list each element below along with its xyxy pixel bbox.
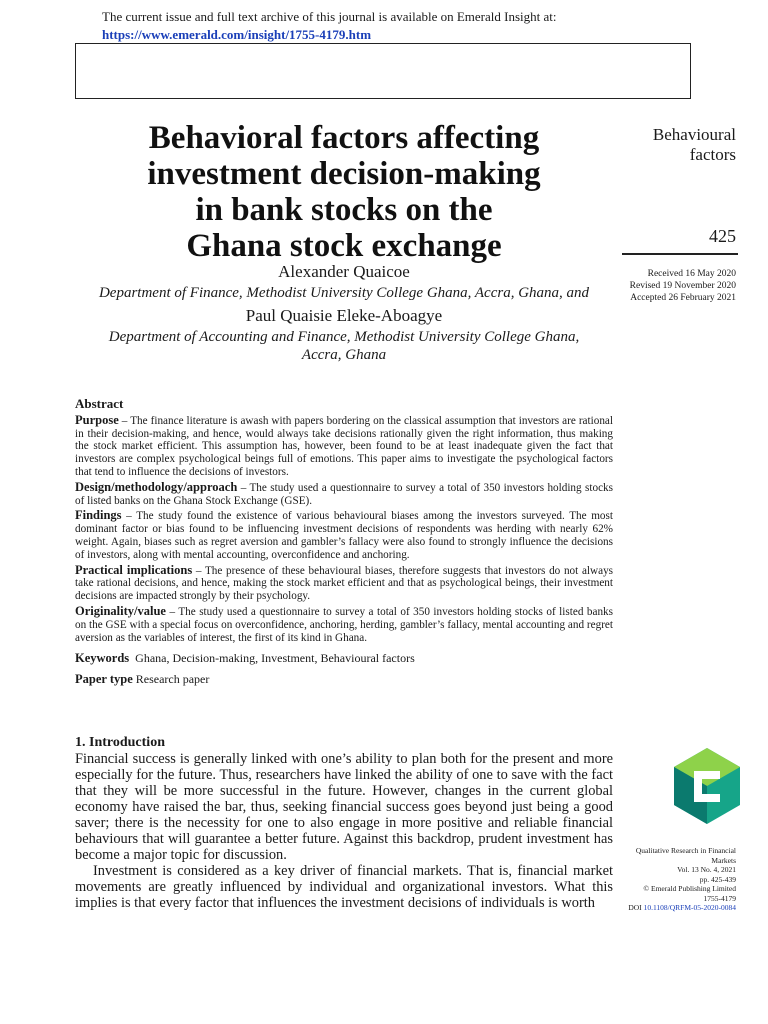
journal-pages: pp. 425-439	[699, 874, 736, 884]
author-name: Paul Quaisie Eleke-Aboagye	[245, 306, 443, 325]
abstract-design: Design/methodology/approach – The study used a questionnaire to survey a total of 350 investors holding stocks of listed banks on the Ghana Stock Exchange (GSE).	[75, 479, 613, 507]
title-line: Behavioral factors affecting	[148, 120, 540, 156]
revised-date: Revised 19 November 2020	[629, 281, 736, 291]
paper-type: Paper type Research paper	[75, 672, 210, 687]
abstract	[75, 398, 613, 688]
journal-info	[606, 846, 736, 913]
journal-name: Markets	[711, 855, 736, 865]
intro-paragraph: Financial success is generally linked with one’s ability to plan both for the present and more especially for the future. Thus, researchers have linked the ability of one to save with the fact that they will be more successful in the future. However, changes in the current global economy have raised the bar, thus, seeking financial success goes beyond just being a good saver; there is the necessity for one to also engage in more positive and reliable financial behaviours that will guarantee a better future. Against this backdrop, prudent investment has become a major topic for discussion.	[75, 751, 613, 863]
journal-url-link[interactable]: https://www.emerald.com/insight/1755-4179.htm	[102, 27, 372, 42]
intro-paragraph: Investment is considered as a key driver of financial markets. That is, financial market movements are greatly influenced by individual and organizational investors. What this implies is that every factor that influences the investment decisions of individuals is worth	[75, 863, 613, 911]
received-date: Received 16 May 2020	[647, 269, 736, 279]
accepted-date: Accepted 26 February 2021	[630, 293, 736, 303]
author-affiliation: Department of Accounting and Finance, Methodist University College Ghana, Accra, Ghana	[108, 329, 580, 363]
abstract-practical: Practical implications – The presence of these behavioural biases, therefore suggests that investors do not always take rational decisions, and hence, making the stock market efficient and that as psychological beings, their investment decisions are impacted strongly by their psychology.	[75, 562, 614, 603]
introduction	[75, 735, 613, 911]
keywords: Keywords Ghana, Decision-making, Investment, Behavioural factors	[75, 651, 415, 666]
running-head: Behavioural factors	[652, 125, 736, 164]
notice-text: The current issue and full text archive of this journal is available on Emerald Insight at:	[102, 9, 557, 24]
journal-volume: Vol. 13 No. 4, 2021	[677, 865, 736, 874]
emerald-logo-icon	[674, 748, 740, 824]
title-line: in bank stocks on the	[195, 192, 493, 228]
article-title	[80, 120, 608, 264]
page-number: 425	[709, 226, 736, 246]
article-dates	[630, 268, 736, 304]
issn: 1755-4179	[703, 893, 736, 903]
abstract-findings: Findings – The study found the existence of various behavioural biases among the investors surveyed. The most dominant factor or bias found to be influencing investment decisions of respondents was herding with nearly 62% weight. Again, biases such as regret aversion and gambler’s fallacy were also found to strongly influence the decisions of investors, along with mental accounting, overconfidence and anchoring.	[75, 508, 613, 561]
author-affiliation: Department of Finance, Methodist University College Ghana, Accra, Ghana, and	[98, 285, 590, 301]
notice-box	[75, 43, 691, 99]
doi-link[interactable]: 10.1108/QRFM-05-2020-0084	[643, 903, 736, 912]
abstract-purpose: Purpose – The finance literature is awash with papers bordering on the classical assumption that investors are rational in their decision-making, and hence, would always take decisions rationally given the right information, thus making the stock market efficient. This assumption has, however, been found to be at least inadequate given the fact that investors are complex psychological beings full of emotions. This paper aims to investigate the psychological factors that tend to influence the decisions of investors.	[75, 412, 613, 478]
title-line: investment decision-making	[147, 156, 541, 192]
journal-name: Qualitative Research in Financial	[635, 846, 736, 855]
abstract-heading: Abstract	[75, 396, 124, 411]
publisher: © Emerald Publishing Limited	[643, 884, 736, 893]
title-line: Ghana stock exchange	[186, 228, 502, 264]
abstract-originality: Originality/value – The study used a questionnaire to survey a total of 350 investors holding stocks of listed banks on the GSE with a special focus on overconfidence, anchoring, herding, gambler’s fallacy, mental accounting and regret aversion as the variables of interest, the first of its kind in Ghana.	[75, 603, 613, 644]
author-name: Alexander Quaicoe	[278, 262, 410, 281]
section-heading: 1. Introduction	[75, 735, 165, 750]
side-divider	[622, 253, 738, 255]
doi: DOI 10.1108/QRFM-05-2020-0084	[628, 903, 736, 912]
